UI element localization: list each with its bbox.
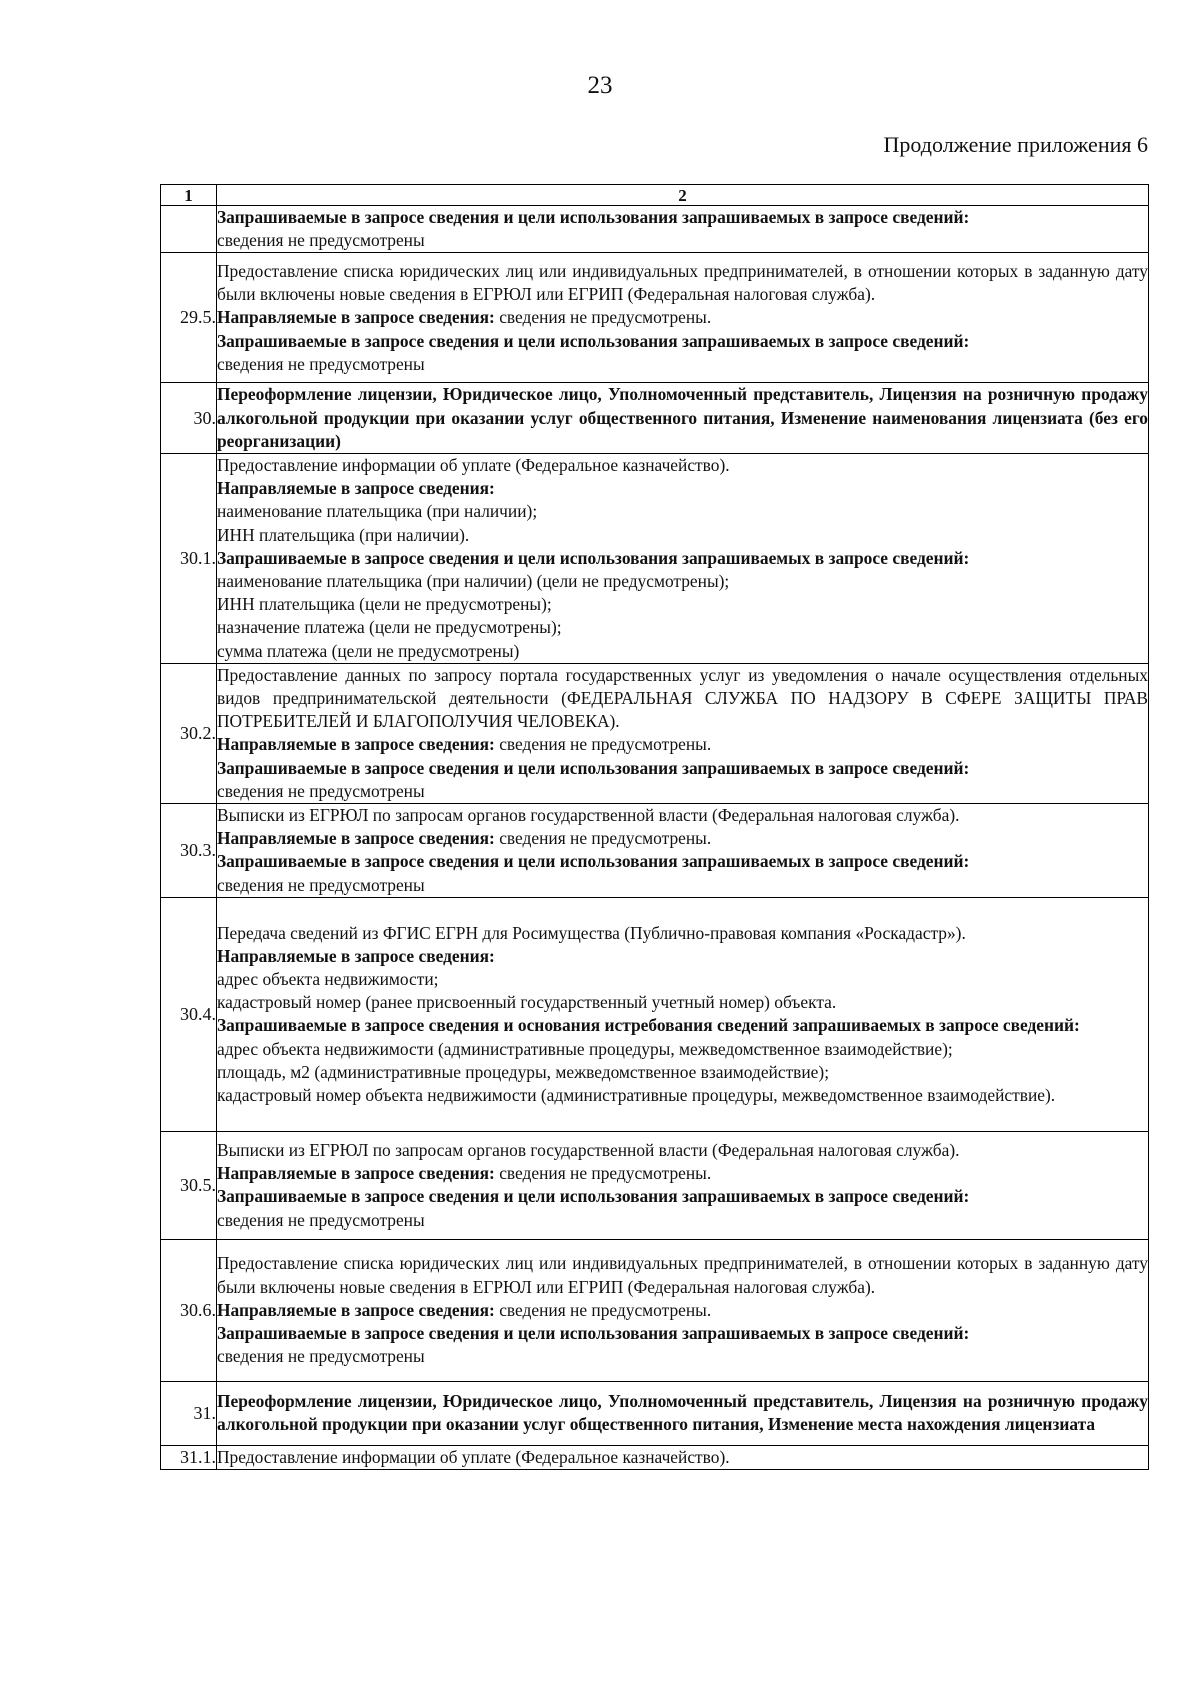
bold-label: Запрашиваемые в запросе сведения и цели использования запрашиваемых в запросе сведений:: [217, 1186, 970, 1207]
content-line: [217, 454, 1148, 477]
plain-text: Предоставление информации об уплате (Федеральное казначейство).: [217, 455, 730, 476]
plain-text: Предоставление списка юридических лиц или индивидуальных предпринимателей, в отношении которых в заданную дату были включены новые сведения в ЕГРЮЛ или ЕГРИП (Федеральная налоговая служба).: [217, 260, 1148, 305]
bold-label: Запрашиваемые в запросе сведения и цели использования запрашиваемых в запросе сведений:: [217, 330, 970, 351]
content-line: [217, 804, 1148, 827]
table-row: [161, 1131, 1149, 1239]
table-header-row: [161, 185, 1149, 206]
plain-text: кадастровый номер объекта недвижимости (административные процедуры, межведомственное взаимодействие).: [217, 1084, 1056, 1105]
bold-label: Направляемые в запросе сведения:: [217, 1163, 495, 1184]
row-content: [217, 253, 1149, 383]
row-number: 30.3.: [161, 804, 217, 898]
bold-label: Запрашиваемые в запросе сведения и цели использования запрашиваемых в запросе сведений:: [217, 757, 970, 778]
plain-text: Выписки из ЕГРЮЛ по запросам органов государственной власти (Федеральная налоговая служба).: [217, 805, 960, 826]
content-line: [217, 664, 1148, 734]
row-number: 30.5.: [161, 1131, 217, 1239]
plain-text: адрес объекта недвижимости (административные процедуры, межведомственное взаимодействие);: [217, 1038, 953, 1059]
table-row: [161, 804, 1149, 898]
plain-text: адрес объекта недвижимости;: [217, 968, 439, 989]
table-row: [161, 1239, 1149, 1381]
content-line: [217, 330, 1148, 353]
content-line: [217, 780, 1148, 803]
content-line: [217, 1185, 1148, 1208]
content-line: [217, 206, 1148, 229]
row-content: [217, 1445, 1149, 1469]
bold-label: Направляемые в запросе сведения:: [217, 945, 495, 966]
row-number: 29.5.: [161, 253, 217, 383]
bold-label: Направляемые в запросе сведения:: [217, 478, 495, 499]
content-line: [217, 1209, 1148, 1232]
content-line: [217, 524, 1148, 547]
content-line: [217, 733, 1148, 756]
plain-text: Выписки из ЕГРЮЛ по запросам органов государственной власти (Федеральная налоговая служба).: [217, 1139, 960, 1160]
row-content: [217, 206, 1149, 253]
content-line: [217, 353, 1148, 376]
table-row: [161, 383, 1149, 454]
page-number: 23: [587, 72, 613, 99]
bold-label: Запрашиваемые в запросе сведения и цели использования запрашиваемых в запросе сведений:: [217, 547, 970, 568]
plain-text: сведения не предусмотрены.: [494, 307, 712, 328]
content-line: [217, 570, 1148, 593]
plain-text: ИНН плательщика (при наличии).: [217, 524, 470, 545]
content-line: [217, 1322, 1148, 1345]
table-row: [161, 206, 1149, 253]
content-line: [217, 1252, 1148, 1298]
table-row: [161, 454, 1149, 664]
plain-text: наименование плательщика (при наличии);: [217, 501, 538, 522]
content-line: [217, 827, 1148, 850]
row-content: [217, 897, 1149, 1131]
plain-text: площадь, м2 (административные процедуры, межведомственное взаимодействие);: [217, 1061, 830, 1082]
content-line: [217, 757, 1148, 780]
plain-text: сведения не предусмотрены: [217, 1209, 425, 1230]
table-body: [161, 206, 1149, 1470]
content-line: [217, 1390, 1148, 1436]
content-line: [217, 547, 1148, 570]
bold-label: Направляемые в запросе сведения:: [217, 734, 495, 755]
content-line: [217, 1162, 1148, 1185]
content-line: [217, 1446, 1148, 1469]
plain-text: ИНН плательщика (цели не предусмотрены);: [217, 594, 552, 615]
content-line: [217, 616, 1148, 639]
plain-text: кадастровый номер (ранее присвоенный государственный учетный номер) объекта.: [217, 992, 837, 1013]
content-line: [217, 640, 1148, 663]
content-line: [217, 1084, 1148, 1107]
bold-label: Запрашиваемые в запросе сведения и цели использования запрашиваемых в запросе сведений:: [217, 1322, 970, 1343]
table-row: [161, 1445, 1149, 1469]
content-line: [217, 922, 1148, 945]
plain-text: сведения не предусмотрены.: [494, 734, 712, 755]
bold-label: Переоформление лицензии, Юридическое лицо, Уполномоченный представитель, Лицензия на розничную продажу алкогольной продукции при оказании услуг общественного питания, Изменение места нахождения лицензиата: [217, 1391, 1148, 1435]
table-row: [161, 253, 1149, 383]
bold-label: Запрашиваемые в запросе сведения и основания истребования сведений запрашиваемых в запросе сведений:: [217, 1015, 1080, 1036]
plain-text: сведения не предусмотрены: [217, 780, 425, 801]
content-line: [217, 383, 1148, 453]
column-header-number: 1: [161, 185, 217, 206]
plain-text: сумма платежа (цели не предусмотрены): [217, 640, 520, 661]
appendix-table: [160, 184, 1149, 1470]
content-line: [217, 306, 1148, 329]
plain-text: сведения не предусмотрены.: [494, 1163, 712, 1184]
bold-label: Направляемые в запросе сведения:: [217, 1299, 495, 1320]
row-number: 30.4.: [161, 897, 217, 1131]
content-line: [217, 500, 1148, 523]
bold-label: Запрашиваемые в запросе сведения и цели использования запрашиваемых в запросе сведений:: [217, 207, 970, 227]
row-content: [217, 1131, 1149, 1239]
plain-text: сведения не предусмотрены: [217, 1346, 425, 1367]
plain-text: Предоставление списка юридических лиц или индивидуальных предпринимателей, в отношении которых в заданную дату были включены новые сведения в ЕГРЮЛ или ЕГРИП (Федеральная налоговая служба).: [217, 1253, 1148, 1297]
table-row: [161, 897, 1149, 1131]
plain-text: сведения не предусмотрены: [217, 353, 425, 374]
row-number: 31.1.: [161, 1445, 217, 1469]
plain-text: сведения не предусмотрены.: [494, 1299, 712, 1320]
plain-text: назначение платежа (цели не предусмотрены);: [217, 617, 562, 638]
row-content: [217, 454, 1149, 664]
content-line: [217, 260, 1148, 306]
row-number: 30.1.: [161, 454, 217, 664]
plain-text: сведения не предусмотрены: [217, 874, 425, 895]
content-line: [217, 1299, 1148, 1322]
plain-text: наименование плательщика (при наличии) (цели не предусмотрены);: [217, 571, 730, 592]
table-row: [161, 1381, 1149, 1445]
content-line: [217, 1061, 1148, 1084]
bold-label: Направляемые в запросе сведения:: [217, 828, 495, 849]
content-line: [217, 850, 1148, 873]
row-number: 31.: [161, 1381, 217, 1445]
row-content: [217, 383, 1149, 454]
content-line: [217, 1345, 1148, 1368]
content-line: [217, 477, 1148, 500]
appendix-continuation-note: Продолжение приложения 6: [883, 132, 1148, 157]
content-line: [217, 593, 1148, 616]
column-header-description: 2: [217, 185, 1149, 206]
content-line: [217, 229, 1148, 252]
content-line: [217, 1014, 1148, 1037]
plain-text: Предоставление данных по запросу портала государственных услуг из уведомления о начале осуществления отдельных видов предпринимательской деятельности (ФЕДЕРАЛЬНАЯ СЛУЖБА ПО НАДЗОРУ В СФЕРЕ ЗАЩИТЫ ПРАВ ПОТРЕБИТЕЛЕЙ И БЛАГОПОЛУЧИЯ ЧЕЛОВЕКА).: [217, 664, 1148, 732]
row-number: 30.2.: [161, 663, 217, 803]
plain-text: Передача сведений из ФГИС ЕГРН для Росимущества (Публично-правовая компания «Роскадастр»).: [217, 922, 966, 943]
plain-text: Предоставление информации об уплате (Федеральное казначейство).: [217, 1446, 730, 1467]
row-number: [161, 206, 217, 253]
content-line: [217, 1038, 1148, 1061]
bold-label: Запрашиваемые в запросе сведения и цели использования запрашиваемых в запросе сведений:: [217, 851, 970, 872]
row-content: [217, 1381, 1149, 1445]
plain-text: сведения не предусмотрены.: [494, 828, 712, 849]
row-content: [217, 804, 1149, 898]
content-line: [217, 945, 1148, 968]
content-line: [217, 1139, 1148, 1162]
content-line: [217, 991, 1148, 1014]
table-row: [161, 663, 1149, 803]
plain-text: сведения не предусмотрены: [217, 230, 425, 251]
row-number: 30.6.: [161, 1239, 217, 1381]
row-content: [217, 1239, 1149, 1381]
bold-label: Направляемые в запросе сведения:: [217, 307, 495, 328]
content-line: [217, 968, 1148, 991]
row-number: 30.: [161, 383, 217, 454]
content-line: [217, 874, 1148, 897]
row-content: [217, 663, 1149, 803]
bold-label: Переоформление лицензии, Юридическое лицо, Уполномоченный представитель, Лицензия на розничную продажу алкогольной продукции при оказании услуг общественного питания, Изменение наименования лицензиата (без его реорганизации): [217, 384, 1148, 451]
